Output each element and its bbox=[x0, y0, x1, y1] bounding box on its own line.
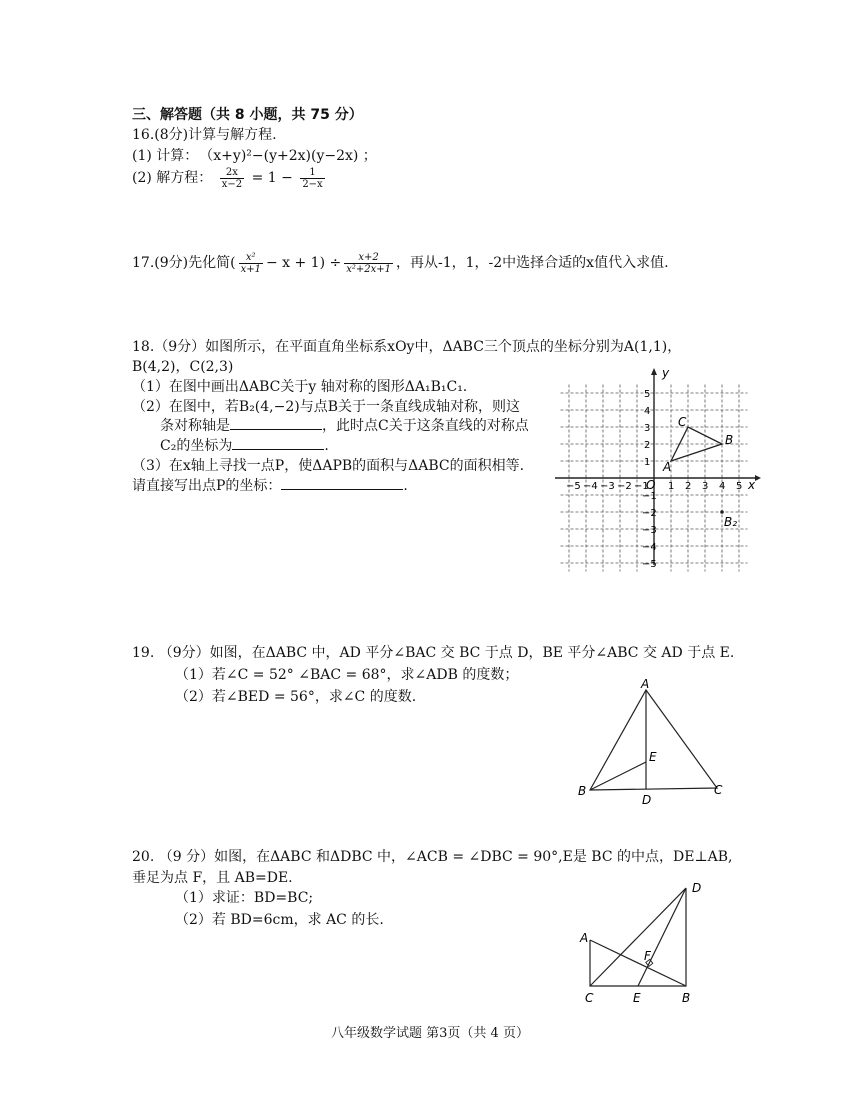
q17-fraction-1-den: x+1 bbox=[240, 263, 261, 275]
y-tick-neg2: −2 bbox=[642, 508, 657, 519]
q20-label-a: A bbox=[580, 931, 589, 945]
x-axis-arrow bbox=[755, 475, 761, 481]
x-tick-neg1: −1 bbox=[634, 481, 649, 492]
x-tick-5: 5 bbox=[736, 481, 743, 492]
q19-part2: （2）若∠BED = 56°，求∠C 的度数. bbox=[175, 689, 417, 705]
y-tick-3: 3 bbox=[644, 423, 651, 434]
x-tick-neg3: −3 bbox=[600, 481, 615, 492]
q19-label-b: B bbox=[578, 784, 587, 798]
q16-part2-label: (2) 解方程： bbox=[132, 170, 213, 186]
x-tick-4: 4 bbox=[719, 481, 726, 492]
q18-part3a: （3）在x轴上寻找一点P，使ΔAPB的面积与ΔABC的面积相等. bbox=[132, 458, 525, 474]
q19-label-d: D bbox=[642, 793, 652, 807]
q16-head: 16.(8分)计算与解方程. bbox=[132, 127, 277, 143]
x-tick-2: 2 bbox=[685, 481, 692, 492]
q18-part2c bbox=[160, 437, 329, 455]
q16-part2 bbox=[132, 163, 328, 193]
q17 bbox=[132, 248, 669, 278]
q17-fraction-2-num: x+2 bbox=[344, 252, 393, 264]
origin-label: O bbox=[646, 478, 656, 492]
q18-line1: 18.（9分）如图所示，在平面直角坐标系xOy中，ΔABC三个顶点的坐标分别为A(1,1)， bbox=[132, 339, 682, 355]
q20-label-f: F bbox=[644, 949, 651, 963]
y-axis-label: y bbox=[662, 366, 670, 380]
q20-figure bbox=[572, 880, 712, 1010]
q17-mid: − x + 1) ÷ bbox=[265, 255, 342, 271]
q20-label-e: E bbox=[633, 991, 641, 1005]
q18-part3b bbox=[132, 477, 408, 495]
q17-fraction-1-num: x² bbox=[239, 252, 263, 264]
q16-part1-expr: （x+y)²−(y+2x)(y−2x) ； bbox=[206, 148, 377, 164]
section-title: 三、解答题（共 8 小题，共 75 分） bbox=[132, 107, 363, 123]
segment-ab bbox=[590, 940, 686, 986]
y-tick-neg3: −3 bbox=[642, 525, 657, 536]
q18-part2b-tail: ，此时点C关于这条直线的对称点 bbox=[322, 418, 529, 434]
q19-label-a: A bbox=[641, 678, 650, 691]
q19-label-c: C bbox=[714, 783, 723, 797]
q18-part3b-tail: . bbox=[403, 478, 408, 494]
q18-part2c-text: C₂的坐标为 bbox=[160, 438, 233, 454]
q16-fraction-2-den: 2−x bbox=[302, 178, 323, 190]
x-axis-label: x bbox=[748, 478, 756, 492]
q19-label-e: E bbox=[649, 750, 657, 764]
q20-part1: （1）求证：BD=BC; bbox=[175, 890, 314, 906]
q16-part1-label: (1) 计算： bbox=[132, 148, 199, 164]
q18-part2c-tail: . bbox=[324, 438, 329, 454]
q18-line2: B(4,2)，C(2,3) bbox=[132, 359, 234, 375]
q18-part3b-text: 请直接写出点P的坐标： bbox=[132, 478, 282, 494]
q18-part2b-text: 条对称轴是 bbox=[160, 418, 230, 434]
q18-axis-blank[interactable] bbox=[230, 417, 322, 430]
segment-de bbox=[638, 888, 686, 986]
q20-line1: 20. （9 分）如图，在ΔABC 和ΔDBC 中，∠ACB = ∠DBC = 90°,E是 BC 的中点，DE⊥AB, bbox=[132, 849, 733, 865]
q20-label-c: C bbox=[585, 991, 594, 1005]
q19-triangle-abc bbox=[590, 690, 717, 790]
x-tick-neg4: −4 bbox=[583, 481, 598, 492]
y-axis-arrow bbox=[651, 368, 657, 375]
q16-fraction-1-num: 2x bbox=[220, 167, 244, 179]
q16-fraction-1 bbox=[220, 167, 244, 190]
q18-part2b bbox=[160, 417, 529, 435]
y-tick-5: 5 bbox=[644, 389, 651, 400]
point-a-label: A bbox=[663, 460, 672, 474]
q17-fraction-2 bbox=[344, 252, 393, 275]
y-tick-4: 4 bbox=[644, 406, 651, 417]
q16-fraction-1-den: x−2 bbox=[221, 178, 243, 190]
point-b-label: B bbox=[725, 433, 734, 447]
q20-line2: 垂足为点 F，且 AB=DE. bbox=[132, 870, 293, 886]
q16-fraction-2 bbox=[300, 167, 324, 190]
q20-label-d: D bbox=[692, 881, 702, 895]
x-tick-3: 3 bbox=[702, 481, 709, 492]
q17-suffix: ，再从-1，1，-2中选择合适的x值代入求值. bbox=[396, 255, 669, 271]
q20-part2: （2）若 BD=6cm，求 AC 的长. bbox=[175, 912, 384, 928]
x-tick-neg2: −2 bbox=[617, 481, 632, 492]
y-tick-neg4: −4 bbox=[642, 542, 657, 553]
q17-fraction-1 bbox=[239, 252, 263, 275]
y-tick-neg1: −1 bbox=[642, 491, 657, 502]
q18-part2a: （2）在图中，若B₂(4,−2)与点B关于一条直线成轴对称，则这 bbox=[132, 399, 521, 415]
q18-part1: （1）在图中画出ΔABC关于y 轴对称的图形ΔA₁B₁C₁. bbox=[132, 379, 468, 395]
q18-coordinate-grid bbox=[550, 365, 765, 575]
segment-cd bbox=[590, 888, 686, 986]
q18-c2-blank[interactable] bbox=[232, 437, 324, 450]
q17-prefix: 17.(9分)先化简( bbox=[132, 255, 236, 271]
point-c-label: C bbox=[678, 415, 687, 429]
point-b2 bbox=[720, 510, 724, 514]
q19-part1: （1）若∠C = 52° ∠BAC = 68°，求∠ADB 的度数； bbox=[175, 667, 519, 683]
y-tick-2: 2 bbox=[644, 440, 651, 451]
q17-fraction-2-den: x²+2x+1 bbox=[346, 263, 391, 275]
q18-p-blank[interactable] bbox=[281, 477, 403, 490]
q16-part2-mid: = 1 − bbox=[251, 170, 293, 186]
q20-label-b: B bbox=[682, 991, 691, 1005]
x-tick-neg5: −5 bbox=[566, 481, 581, 492]
q16-fraction-2-num: 1 bbox=[300, 167, 324, 179]
y-tick-neg5: −5 bbox=[642, 559, 657, 570]
x-tick-1: 1 bbox=[668, 481, 675, 492]
page-footer: 八年级数学试题 第3页（共 4 页） bbox=[331, 1026, 529, 1041]
x-tick-labels bbox=[566, 478, 756, 492]
point-b2-label: B₂ bbox=[724, 515, 738, 529]
q19-head: 19. （9分）如图，在ΔABC 中，AD 平分∠BAC 交 BC 于点 D，BE 平分∠ABC 交 AD 于点 E. bbox=[132, 645, 735, 661]
y-tick-1: 1 bbox=[644, 457, 651, 468]
q19-triangle-figure bbox=[572, 678, 732, 808]
